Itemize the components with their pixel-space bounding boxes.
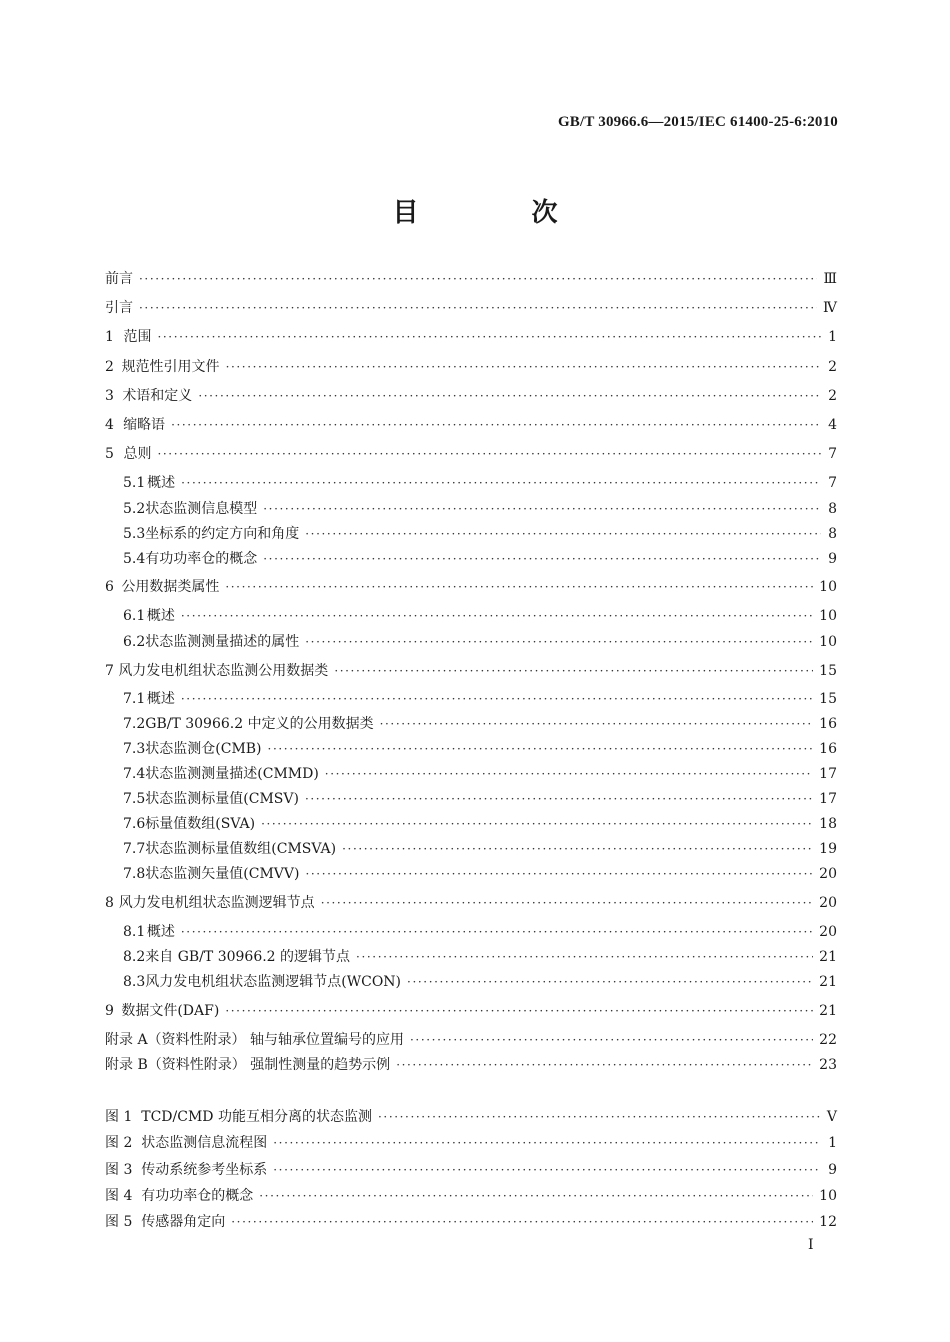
toc-entry-number: 5.2 (123, 501, 146, 517)
dot-leader (410, 1031, 813, 1049)
toc-entry-number: 7.4 (123, 766, 146, 782)
toc-entry[interactable] (123, 631, 837, 651)
toc-entry[interactable] (123, 838, 837, 858)
toc-entry-label: 有功功率仓的概念 (145, 551, 258, 567)
toc-entry-page: 20 (819, 895, 837, 911)
figure-entry-page: 1 (828, 1135, 837, 1151)
figure-entry-label: 图 3 传动系统参考坐标系 (105, 1162, 268, 1178)
toc-entry-page: 15 (819, 663, 837, 679)
dot-leader (305, 790, 813, 808)
dot-leader (273, 1161, 821, 1179)
toc-entry-page: 16 (819, 716, 837, 732)
toc-entry-page: 18 (819, 816, 837, 832)
toc-entry[interactable] (123, 688, 837, 708)
dot-leader (263, 550, 821, 568)
figure-entry-label: 图 5 传感器角定向 (105, 1214, 226, 1230)
figure-list-entry[interactable] (105, 1132, 837, 1152)
dot-leader (396, 1056, 813, 1074)
toc-entry[interactable] (105, 576, 837, 596)
toc-entry-page: 10 (819, 634, 837, 650)
toc-entry[interactable] (123, 863, 837, 883)
toc-entry-label: 总则 (123, 446, 152, 462)
toc-entry[interactable] (105, 414, 837, 434)
toc-entry-page: 7 (828, 475, 837, 491)
toc-entry-number: 7.2 (123, 716, 146, 732)
toc-entry-label: 风力发电机组状态监测逻辑节点(WCON) (145, 974, 402, 990)
toc-entry[interactable] (105, 356, 837, 376)
toc-entry-label: 数据文件(DAF) (121, 1003, 220, 1019)
figure-entry-page: Ⅴ (826, 1109, 837, 1125)
toc-entry[interactable] (105, 1000, 837, 1020)
toc-entry[interactable] (105, 660, 837, 680)
dot-leader (305, 633, 813, 651)
toc-entry-number: 8.3 (123, 974, 146, 990)
document-code-header: GB/T 30966.6—2015/IEC 61400-25-6:2010 (557, 114, 838, 130)
figure-entry-page: 10 (819, 1188, 837, 1204)
dot-leader (231, 1213, 813, 1231)
toc-entry-number: 3 (105, 388, 114, 404)
toc-entry-page: 23 (819, 1057, 837, 1073)
toc-entry-label: 风力发电机组状态监测公用数据类 (118, 663, 329, 679)
toc-entry-page: 20 (819, 866, 837, 882)
toc-entry-label: 公用数据类属性 (121, 579, 220, 595)
toc-entry[interactable] (105, 1054, 837, 1074)
toc-entry[interactable] (105, 1029, 837, 1049)
dot-leader (181, 690, 813, 708)
toc-entry[interactable] (105, 297, 837, 317)
dot-leader (225, 578, 813, 596)
toc-entry-number: 7.5 (123, 791, 146, 807)
toc-entry-number: 7.6 (123, 816, 146, 832)
figure-list-entry[interactable] (105, 1211, 837, 1231)
toc-entry-label: 坐标系的约定方向和角度 (145, 526, 300, 542)
dot-leader (261, 815, 813, 833)
dot-leader (198, 387, 821, 405)
toc-entry-page: 4 (828, 417, 837, 433)
toc-entry-number: 8.1 (123, 924, 146, 940)
toc-entry-label: 状态监测标量值(CMSV) (145, 791, 299, 807)
toc-entry-number: 6 (105, 579, 114, 595)
toc-entry-label: 状态监测标量值数组(CMSVA) (145, 841, 337, 857)
toc-entry-number: 6.2 (123, 634, 146, 650)
toc-entry-label: 前言 (105, 271, 133, 287)
toc-entry-label: 状态监测矢量值(CMVV) (145, 866, 300, 882)
dot-leader (181, 474, 821, 492)
toc-entry-page: 17 (819, 766, 837, 782)
figure-entry-label: 图 2 状态监测信息流程图 (105, 1135, 268, 1151)
toc-entry[interactable] (105, 443, 837, 463)
toc-entry-page: 21 (819, 949, 837, 965)
figure-entry-label: 图 1 TCD/CMD 功能互相分离的状态监测 (105, 1109, 372, 1125)
toc-entry-label: GB/T 30966.2 中定义的公用数据类 (145, 716, 374, 732)
dot-leader (325, 765, 813, 783)
toc-entry-number: 8 (105, 895, 114, 911)
toc-entry-label: 附录 B（资料性附录） 强制性测量的趋势示例 (105, 1057, 391, 1073)
toc-entry-number: 8.2 (123, 949, 146, 965)
toc-entry-page: 8 (828, 526, 837, 542)
figure-entry-label: 图 4 有功功率仓的概念 (105, 1188, 254, 1204)
toc-entry-label: 状态监测信息模型 (145, 501, 258, 517)
toc-entry[interactable] (123, 548, 837, 568)
toc-entry[interactable] (123, 498, 837, 518)
dot-leader (380, 715, 814, 733)
toc-entry[interactable] (123, 946, 837, 966)
toc-entry-page: Ⅳ (823, 300, 837, 316)
dot-leader (378, 1108, 821, 1126)
toc-entry-page: 15 (819, 691, 837, 707)
toc-entry-label: 状态监测测量描述的属性 (145, 634, 300, 650)
dot-leader (225, 1002, 813, 1020)
dot-leader (321, 894, 813, 912)
toc-entry-page: 21 (819, 974, 837, 990)
dot-leader (268, 740, 814, 758)
toc-entry[interactable] (123, 763, 837, 783)
dot-leader (139, 299, 817, 317)
toc-entry-page: 2 (828, 359, 837, 375)
dot-leader (305, 525, 821, 543)
toc-entry[interactable] (105, 326, 837, 346)
dot-leader (157, 328, 821, 346)
toc-entry-label: 风力发电机组状态监测逻辑节点 (118, 895, 315, 911)
dot-leader (259, 1187, 813, 1205)
toc-entry-number: 1 (105, 329, 114, 345)
toc-entry-page: 17 (819, 791, 837, 807)
figure-list-entry[interactable] (105, 1159, 837, 1179)
toc-entry-number: 7.7 (123, 841, 146, 857)
toc-entry[interactable] (105, 268, 837, 288)
dot-leader (263, 500, 821, 518)
dot-leader (181, 923, 813, 941)
toc-entry-page: 2 (828, 388, 837, 404)
toc-entry-number: 7.3 (123, 741, 146, 757)
toc-entry-label: 附录 A（资料性附录） 轴与轴承位置编号的应用 (105, 1032, 405, 1048)
toc-entry-number: 5.3 (123, 526, 146, 542)
toc-entry[interactable] (105, 385, 837, 405)
toc-entry-number: 2 (105, 359, 114, 375)
toc-entry[interactable] (123, 813, 837, 833)
toc-entry-label: 概述 (146, 691, 175, 707)
toc-entry-label: 范围 (123, 329, 152, 345)
toc-entry-page: 22 (819, 1032, 837, 1048)
toc-entry-page: 9 (828, 551, 837, 567)
dot-leader (305, 865, 813, 883)
toc-entry[interactable] (123, 605, 837, 625)
toc-entry-label: 概述 (147, 475, 176, 491)
toc-entry-number: 9 (105, 1003, 114, 1019)
toc-entry-label: 规范性引用文件 (121, 359, 220, 375)
toc-entry[interactable] (123, 523, 837, 543)
toc-entry-page: 8 (828, 501, 837, 517)
figure-entry-page: 12 (819, 1214, 837, 1230)
figure-list-entry[interactable] (105, 1185, 837, 1205)
toc-entry[interactable] (123, 971, 837, 991)
toc-entry-label: 状态监测测量描述(CMMD) (145, 766, 319, 782)
toc-entry[interactable] (123, 472, 837, 492)
toc-entry[interactable] (123, 738, 837, 758)
toc-entry-page: 7 (828, 446, 837, 462)
toc-entry-number: 6.1 (123, 608, 146, 624)
dot-leader (157, 445, 821, 463)
page-number: Ⅰ (808, 1237, 814, 1253)
toc-entry-page: 19 (819, 841, 837, 857)
toc-entry[interactable] (123, 713, 837, 733)
toc-entry-label: 来自 GB/T 30966.2 的逻辑节点 (145, 949, 351, 965)
dot-leader (171, 416, 821, 434)
figure-entry-page: 9 (828, 1162, 837, 1178)
toc-entry-number: 7.8 (123, 866, 146, 882)
dot-leader (226, 358, 821, 376)
dot-leader (139, 270, 817, 288)
dot-leader (342, 840, 813, 858)
toc-entry-number: 5.1 (123, 475, 146, 491)
dot-leader (407, 973, 813, 991)
figure-list-entry[interactable] (105, 1106, 837, 1126)
toc-entry-label: 状态监测仓(CMB) (145, 741, 262, 757)
toc-entry-number: 7 (105, 663, 114, 679)
toc-entry-label: 术语和定义 (122, 388, 193, 404)
toc-entry-number: 5 (105, 446, 114, 462)
toc-entry-page: 20 (819, 924, 837, 940)
toc-entry-label: 概述 (146, 608, 175, 624)
toc-entry-label: 概述 (146, 924, 175, 940)
toc-entry-label: 缩略语 (123, 417, 166, 433)
toc-entry-page: 21 (819, 1003, 837, 1019)
dot-leader (181, 607, 813, 625)
toc-title: 目 次 (392, 198, 610, 228)
toc-entry[interactable] (105, 892, 837, 912)
toc-entry-number: 4 (105, 417, 114, 433)
toc-entry-page: Ⅲ (823, 271, 837, 287)
toc-entry-page: 1 (828, 329, 837, 345)
dot-leader (273, 1134, 821, 1152)
toc-entry-number: 7.1 (123, 691, 146, 707)
toc-entry-page: 10 (819, 608, 837, 624)
toc-entry-number: 5.4 (123, 551, 146, 567)
toc-entry[interactable] (123, 788, 837, 808)
toc-entry[interactable] (123, 921, 837, 941)
toc-entry-page: 10 (819, 579, 837, 595)
dot-leader (334, 662, 813, 680)
toc-entry-label: 标量值数组(SVA) (145, 816, 256, 832)
dot-leader (356, 948, 813, 966)
toc-entry-label: 引言 (105, 300, 133, 316)
toc-entry-page: 16 (819, 741, 837, 757)
